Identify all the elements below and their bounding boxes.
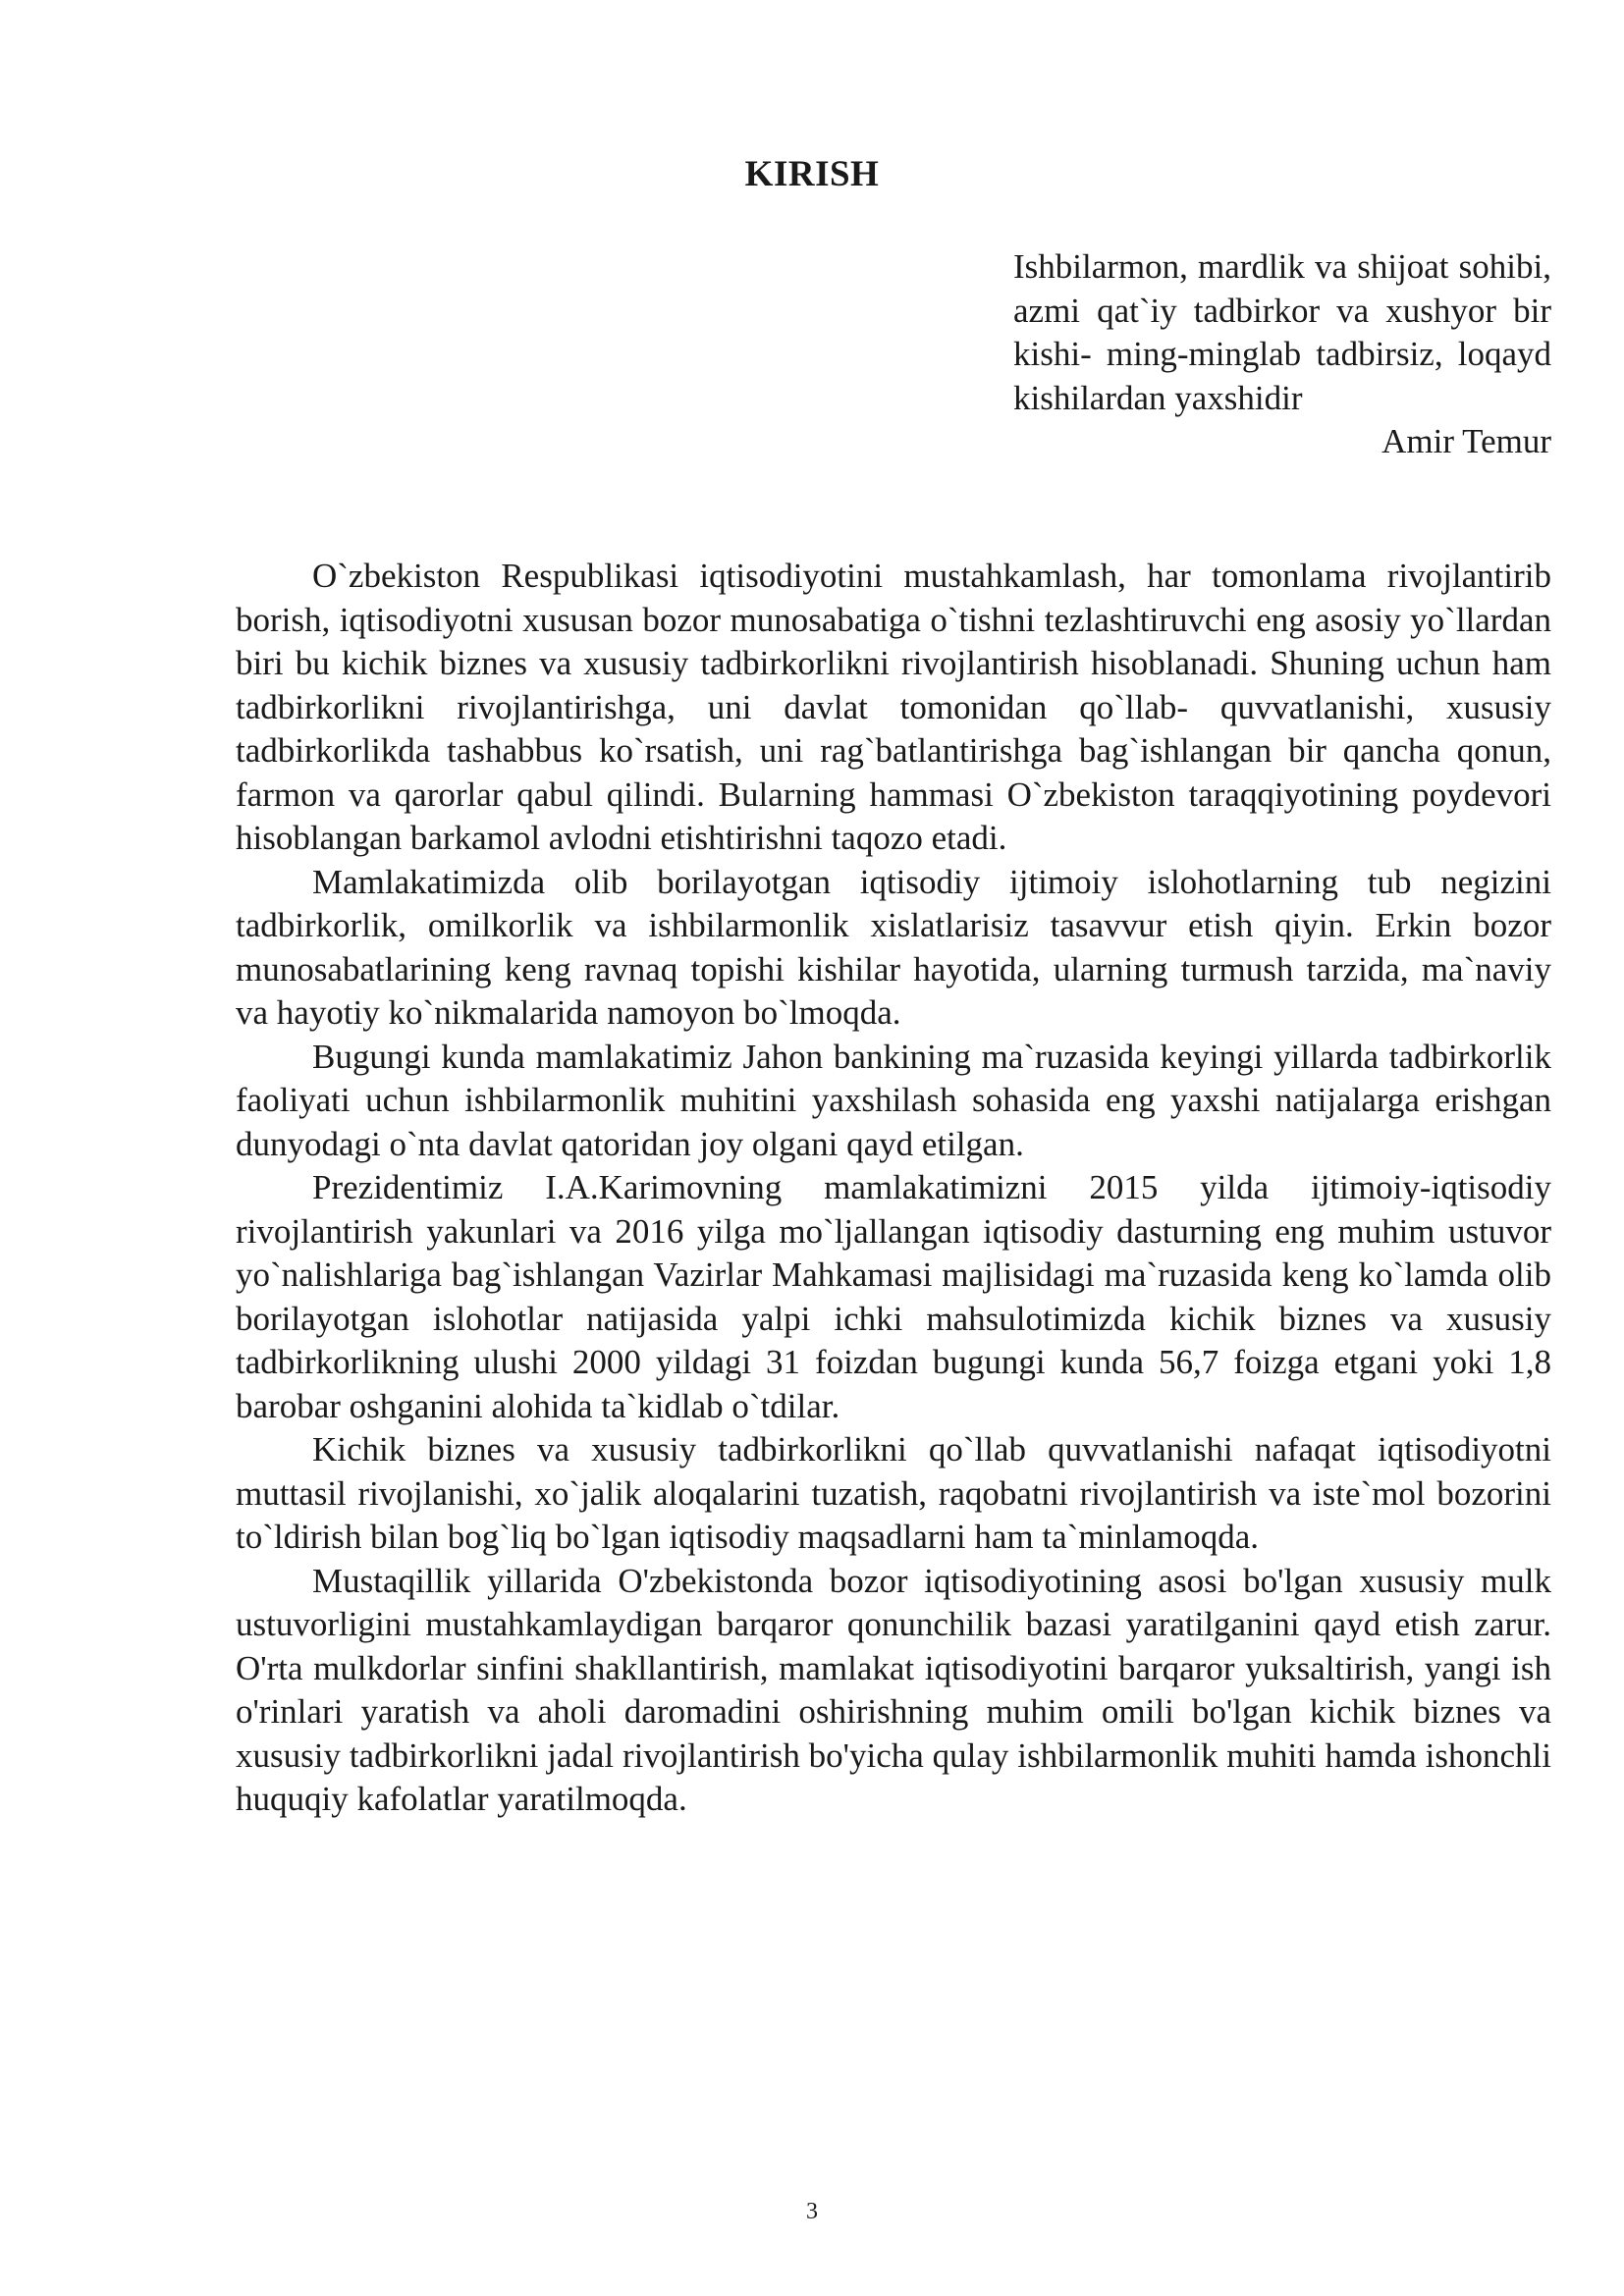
body-text bbox=[236, 555, 1551, 1822]
paragraph: Kichik biznes va xususiy tadbirkorlikni qo`llab quvvatlanishi nafaqat iqtisodiyotni muttasil rivojlanishi, xo`jalik aloqalarini tuzatish, raqobatni rivojlantirish va iste`mol bozorini to`ldirish bilan bog`liq bo`lgan iqtisodiy maqsadlarni ham ta`minlamoqda. bbox=[236, 1430, 1551, 1556]
paragraph: O`zbekiston Respublikasi iqtisodiyotini mustahkamlash, har tomonlama rivojlantirib borish, iqtisodiyotni xususan bozor munosabatiga o`tishni tezlashtiruvchi eng asosiy yo`llardan biri bu kichik biznes va xususiy tadbirkorlikni rivojlantirish hisoblanadi. Shuning uchun ham tadbirkorlikni rivojlantirishga, uni davlat tomonidan qo`llab- quvvatlanishi, xususiy tadbirkorlikda tashabbus ko`rsatish, uni rag`batlantirishga bag`ishlangan bir qancha qonun, farmon va qarorlar qabul qilindi. Bularning hammasi O`zbekiston taraqqiyotining poydevori hisoblangan barkamol avlodni etishtirishni taqozo etadi. bbox=[236, 557, 1551, 857]
paragraph: Bugungi kunda mamlakatimiz Jahon bankining ma`ruzasida keyingi yillarda tadbirkorlik faoliyati uchun ishbilarmonlik muhitini yaxshilash sohasida eng yaxshi natijalarga erishgan dunyodagi o`nta davlat qatoridan joy olgani qayd etilgan. bbox=[236, 1037, 1551, 1163]
paragraph: Prezidentimiz I.A.Karimovning mamlakatimizni 2015 yilda ijtimoiy-iqtisodiy rivojlantirish yakunlari va 2016 yilga mo`ljallangan iqtisodiy dasturning eng muhim ustuvor yo`nalishlariga bag`ishlangan Vazirlar Mahkamasi majlisidagi ma`ruzasida keng ko`lamda olib borilayotgan islohotlar natijasida yalpi ichki mahsulotimizda kichik biznes va xususiy tadbirkorlikning ulushi 2000 yildagi 31 foizdan bugungi kunda 56,7 foizga etgani yoki 1,8 barobar oshganini alohida ta`kidlab o`tdilar. bbox=[236, 1168, 1551, 1425]
page-number: 3 bbox=[806, 2199, 818, 2224]
paragraph: Mamlakatimizda olib borilayotgan iqtisodiy ijtimoiy islohotlarning tub negizini tadbirkorlik, omilkorlik va ishbilarmonlik xislatlarisiz tasavvur etish qiyin. Erkin bozor munosabatlarining keng ravnaq topishi kishilar hayotida, ularning turmush tarzida, ma`naviy va hayotiy ko`nikmalarida namoyon bo`lmoqda. bbox=[236, 862, 1551, 1032]
section-heading: KIRISH bbox=[744, 154, 880, 194]
epigraph bbox=[1013, 245, 1551, 464]
paragraph: Mustaqillik yillarida O'zbekistonda bozor iqtisodiyotining asosi bo'lgan xususiy mulk ustuvorligini mustahkamlaydigan barqaror qonunchilik bazasi yaratilganini qayd etish zarur. O'rta mulkdorlar sinfini shakllantirish, mamlakat iqtisodiyotini barqaror yuksaltirish, yangi ish o'rinlari yaratish va aholi daromadini oshirishning muhim omili bo'lgan kichik biznes va xususiy tadbirkorlikni jadal rivojlantirish bo'yicha qulay ishbilarmonlik muhiti hamda ishonchli huquqiy kafolatlar yaratilmoqda. bbox=[236, 1561, 1551, 1818]
epigraph-quote: Ishbilarmon, mardlik va shijoat sohibi, azmi qat`iy tadbirkor va xushyor bir kishi- ming-minglab tadbirsiz, loqayd kishilardan yaxshidir bbox=[1013, 247, 1551, 417]
epigraph-author: Amir Temur bbox=[1381, 422, 1551, 460]
